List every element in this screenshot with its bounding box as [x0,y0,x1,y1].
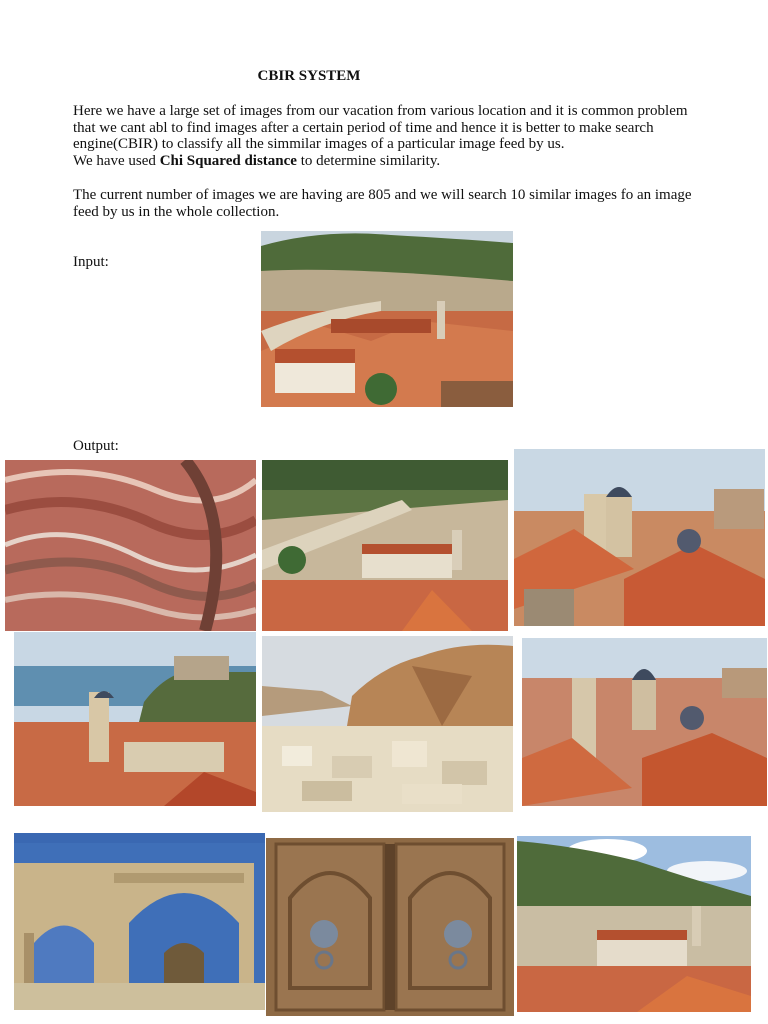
page-title: CBIR SYSTEM [257,68,361,84]
method-name: Chi Squared distance [159,152,297,169]
output-image-6 [522,638,767,806]
intro-paragraph [73,103,713,169]
output-image-7 [14,833,265,1010]
input-image [261,231,513,407]
output-image-4 [14,632,256,806]
output-label: Output: [73,438,119,454]
input-label: Input: [73,254,109,270]
output-image-5 [262,636,513,812]
output-image-3 [514,449,765,626]
intro-text: Here we have a large set of images from our vacation from various location and it is common problem that we cant abl to find images after a certain period of time and hence it is better to make search engine(CBIR) to classify all the simmilar images of a particular image feed by us. [73,103,688,153]
output-image-1 [5,460,256,631]
output-image-9 [517,836,751,1012]
output-image-2 [262,460,508,631]
method-prefix: We have used [73,152,160,169]
collection-paragraph: The current number of images we are having are 805 and we will search 10 similar images fo an image feed by us in the whole collection. [73,187,692,220]
output-image-8 [266,838,514,1016]
method-suffix: to determine similarity. [296,152,441,169]
